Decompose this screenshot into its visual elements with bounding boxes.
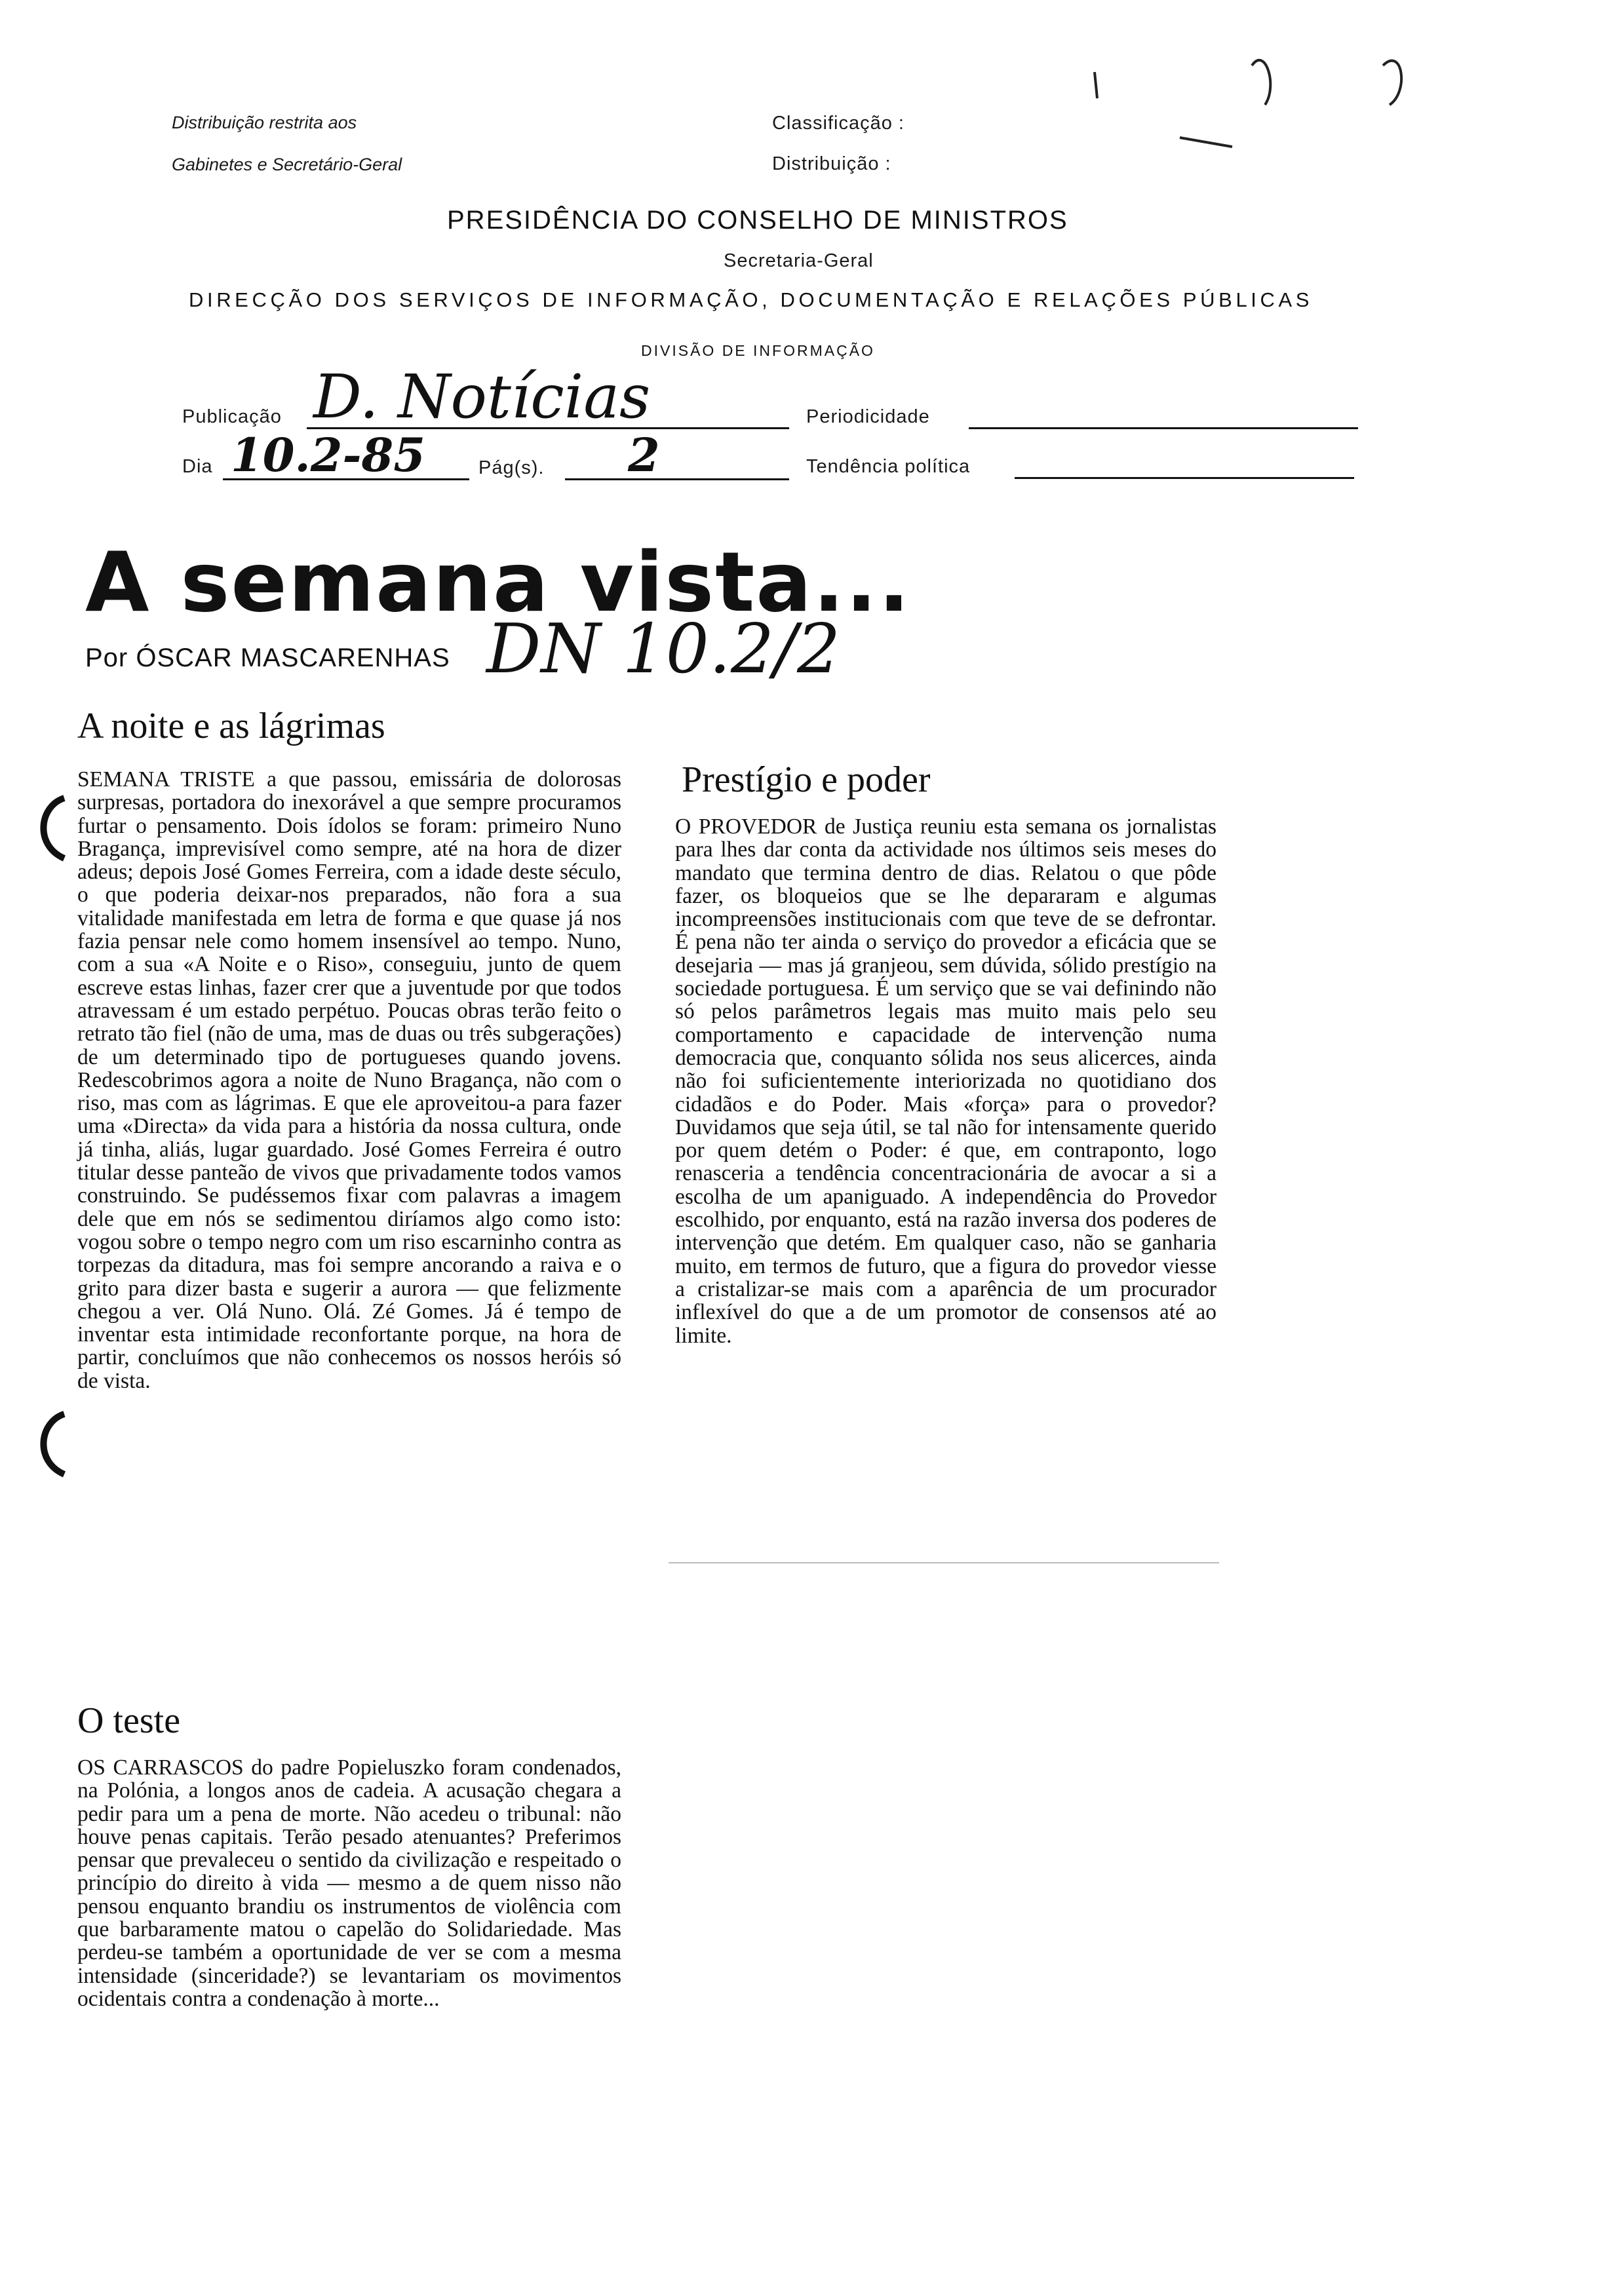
- pages-line: [565, 478, 789, 480]
- day-label: Dia: [182, 456, 213, 477]
- column-end-rule: [669, 1562, 1219, 1563]
- section-body-teste: [77, 1756, 621, 2010]
- byline: Por ÓSCAR MASCARENHAS: [85, 643, 450, 672]
- section-body-prestigio: [675, 815, 1216, 1347]
- punch-mark-top: [26, 793, 72, 865]
- section-body-noite: [77, 768, 621, 1392]
- punch-mark-bottom: [26, 1409, 72, 1481]
- distribution-label: Distribuição :: [772, 153, 891, 174]
- periodicity-line: [969, 427, 1358, 429]
- section-text-teste: OS CARRASCOS do padre Popieluszko foram condenados, na Polónia, a longos anos de cadeia. A acusação chegara a pedir para um a pena de morte. Não acedeu o tribunal: não houve penas capitais. Terão pesado atenuantes? Preferimos pensar que prevaleceu o sentido da civilização e respeitado o princípio do direito à vida — mesmo a de quem nisso não pensou enquanto brandiu os instrumentos de violência com que barbaramente matou o capelão do Solidariedade. Mas perdeu-se também a oportunidade de ver se com a mesma intensidade (sinceridade?) se levantariam os movimentos ocidentais contra a condenação à morte...: [77, 1755, 621, 2011]
- distribution-note-line1: Distribuição restrita aos: [172, 113, 357, 132]
- pages-label: Pág(s).: [478, 457, 545, 478]
- column-masthead: A semana vista...: [85, 534, 911, 630]
- section-title-prestigio: Prestígio e poder: [682, 759, 931, 800]
- division-line: DIVISÃO DE INFORMAÇÃO: [641, 342, 875, 359]
- directorate-line: DIRECÇÃO DOS SERVIÇOS DE INFORMAÇÃO, DOCUMENTAÇÃO E RELAÇÕES PÚBLICAS: [189, 288, 1313, 311]
- classification-label: Classificação :: [772, 113, 905, 134]
- org-subtitle: Secretaria-Geral: [724, 250, 874, 271]
- distribution-note-line2: Gabinetes e Secretário-Geral: [172, 155, 402, 174]
- tendency-label: Tendência política: [806, 456, 971, 477]
- tendency-line: [1015, 477, 1354, 479]
- publication-handwritten: D. Notícias: [313, 362, 651, 432]
- org-title: PRESIDÊNCIA DO CONSELHO DE MINISTROS: [447, 206, 1068, 235]
- section-text-noite: SEMANA TRISTE a que passou, emissária de dolorosas surpresas, portadora do inexorável a que sempre procuramos furtar o pensamento. Dois ídolos se foram: primeiro Nuno Bragança, imprevisível como sempre, até na hora de dizer adeus; depois José Gomes Ferreira, com a idade deste século, o que poderia deixar-nos preparados, não fora a sua vitalidade manifestada em letra de forma e que quase já nos fazia pensar nele como homem insensível ao tempo. Nuno, com a sua «A Noite e o Riso», conseguiu, junto de quem escreve estas linhas, fazer crer que a juventude por que todos atravessam é um estado perpétuo. Poucas obras terão feito o retrato tão fiel (não de uma, mas de duas ou três subgerações) de um determinado tipo de portugueses quando jovens. Redescobrimos agora a noite de Nuno Bragança, não com o riso, mas com as lágrimas. E que ele aproveitou-a para fazer uma «Directa» da vida para a história da nossa cultura, onde já tinha, aliás, lugar guardado. José Gomes Ferreira é outro titular desse panteão de vivos que privadamente todos vamos construindo. Se pudéssemos fixar com palavras a imagem dele que em nós se sedimentou diríamos algo como isto: vogou sobre o tempo negro com um riso escarninho contra as torpezas da ditadura, mas foi sempre ancorando a raiva e o grito para dizer basta e sugerir a aurora — que felizmente chegou a ver. Olá Nuno. Olá. Zé Gomes. Já é tempo de inventar esta intimidade reconfortante porque, na hora de partir, concluímos que não conhecemos os nossos heróis só de vista.: [77, 767, 621, 1393]
- scan-specks-top: [1075, 39, 1494, 170]
- periodicity-label: Periodicidade: [806, 406, 930, 427]
- section-title-noite: A noite e as lágrimas: [77, 706, 385, 746]
- day-handwritten: 10.2-85: [231, 428, 425, 482]
- handwritten-reference: DN 10.2/2: [486, 609, 841, 689]
- section-title-teste: O teste: [77, 1700, 181, 1741]
- section-text-prestigio: O PROVEDOR de Justiça reuniu esta semana os jornalistas para lhes dar conta da actividade nos últimos seis meses do mandato que termina dentro de dias. Relatou o que pôde fazer, os bloqueios que se lhe depararam e algumas incompreensões institucionais com que teve de se defrontar. É pena não ter ainda o serviço do provedor a eficácia que se desejaria — mas já granjeou, sem dúvida, sólido prestígio na sociedade portuguesa. É um serviço que se vai definindo não só pelos parâmetros legais mas muito mais pelo seu comportamento e capacidade de intervenção numa democracia que, conquanto sólida nos seus alicerces, ainda não foi suficientemente interiorizada no quotidiano dos cidadãos e do Poder. Mais «força» para o provedor? Duvidamos que seja útil, se tal não for intensamente querido por quem detém o Poder: é que, em contraponto, logo renasceria a tendência concentracionária de avocar a si a escolha de um apaniguado. A independência do Provedor escolhido, por enquanto, está na razão inversa dos poderes de intervenção que detém. Em qualquer caso, não se ganharia muito, em termos de futuro, que a figura do provedor viesse a cristalizar-se mais com a aparência de um procurador inflexível do que a de um promotor de consensos até ao limite.: [675, 814, 1216, 1348]
- publication-label: Publicação: [182, 406, 282, 427]
- pages-handwritten: 2: [628, 428, 660, 482]
